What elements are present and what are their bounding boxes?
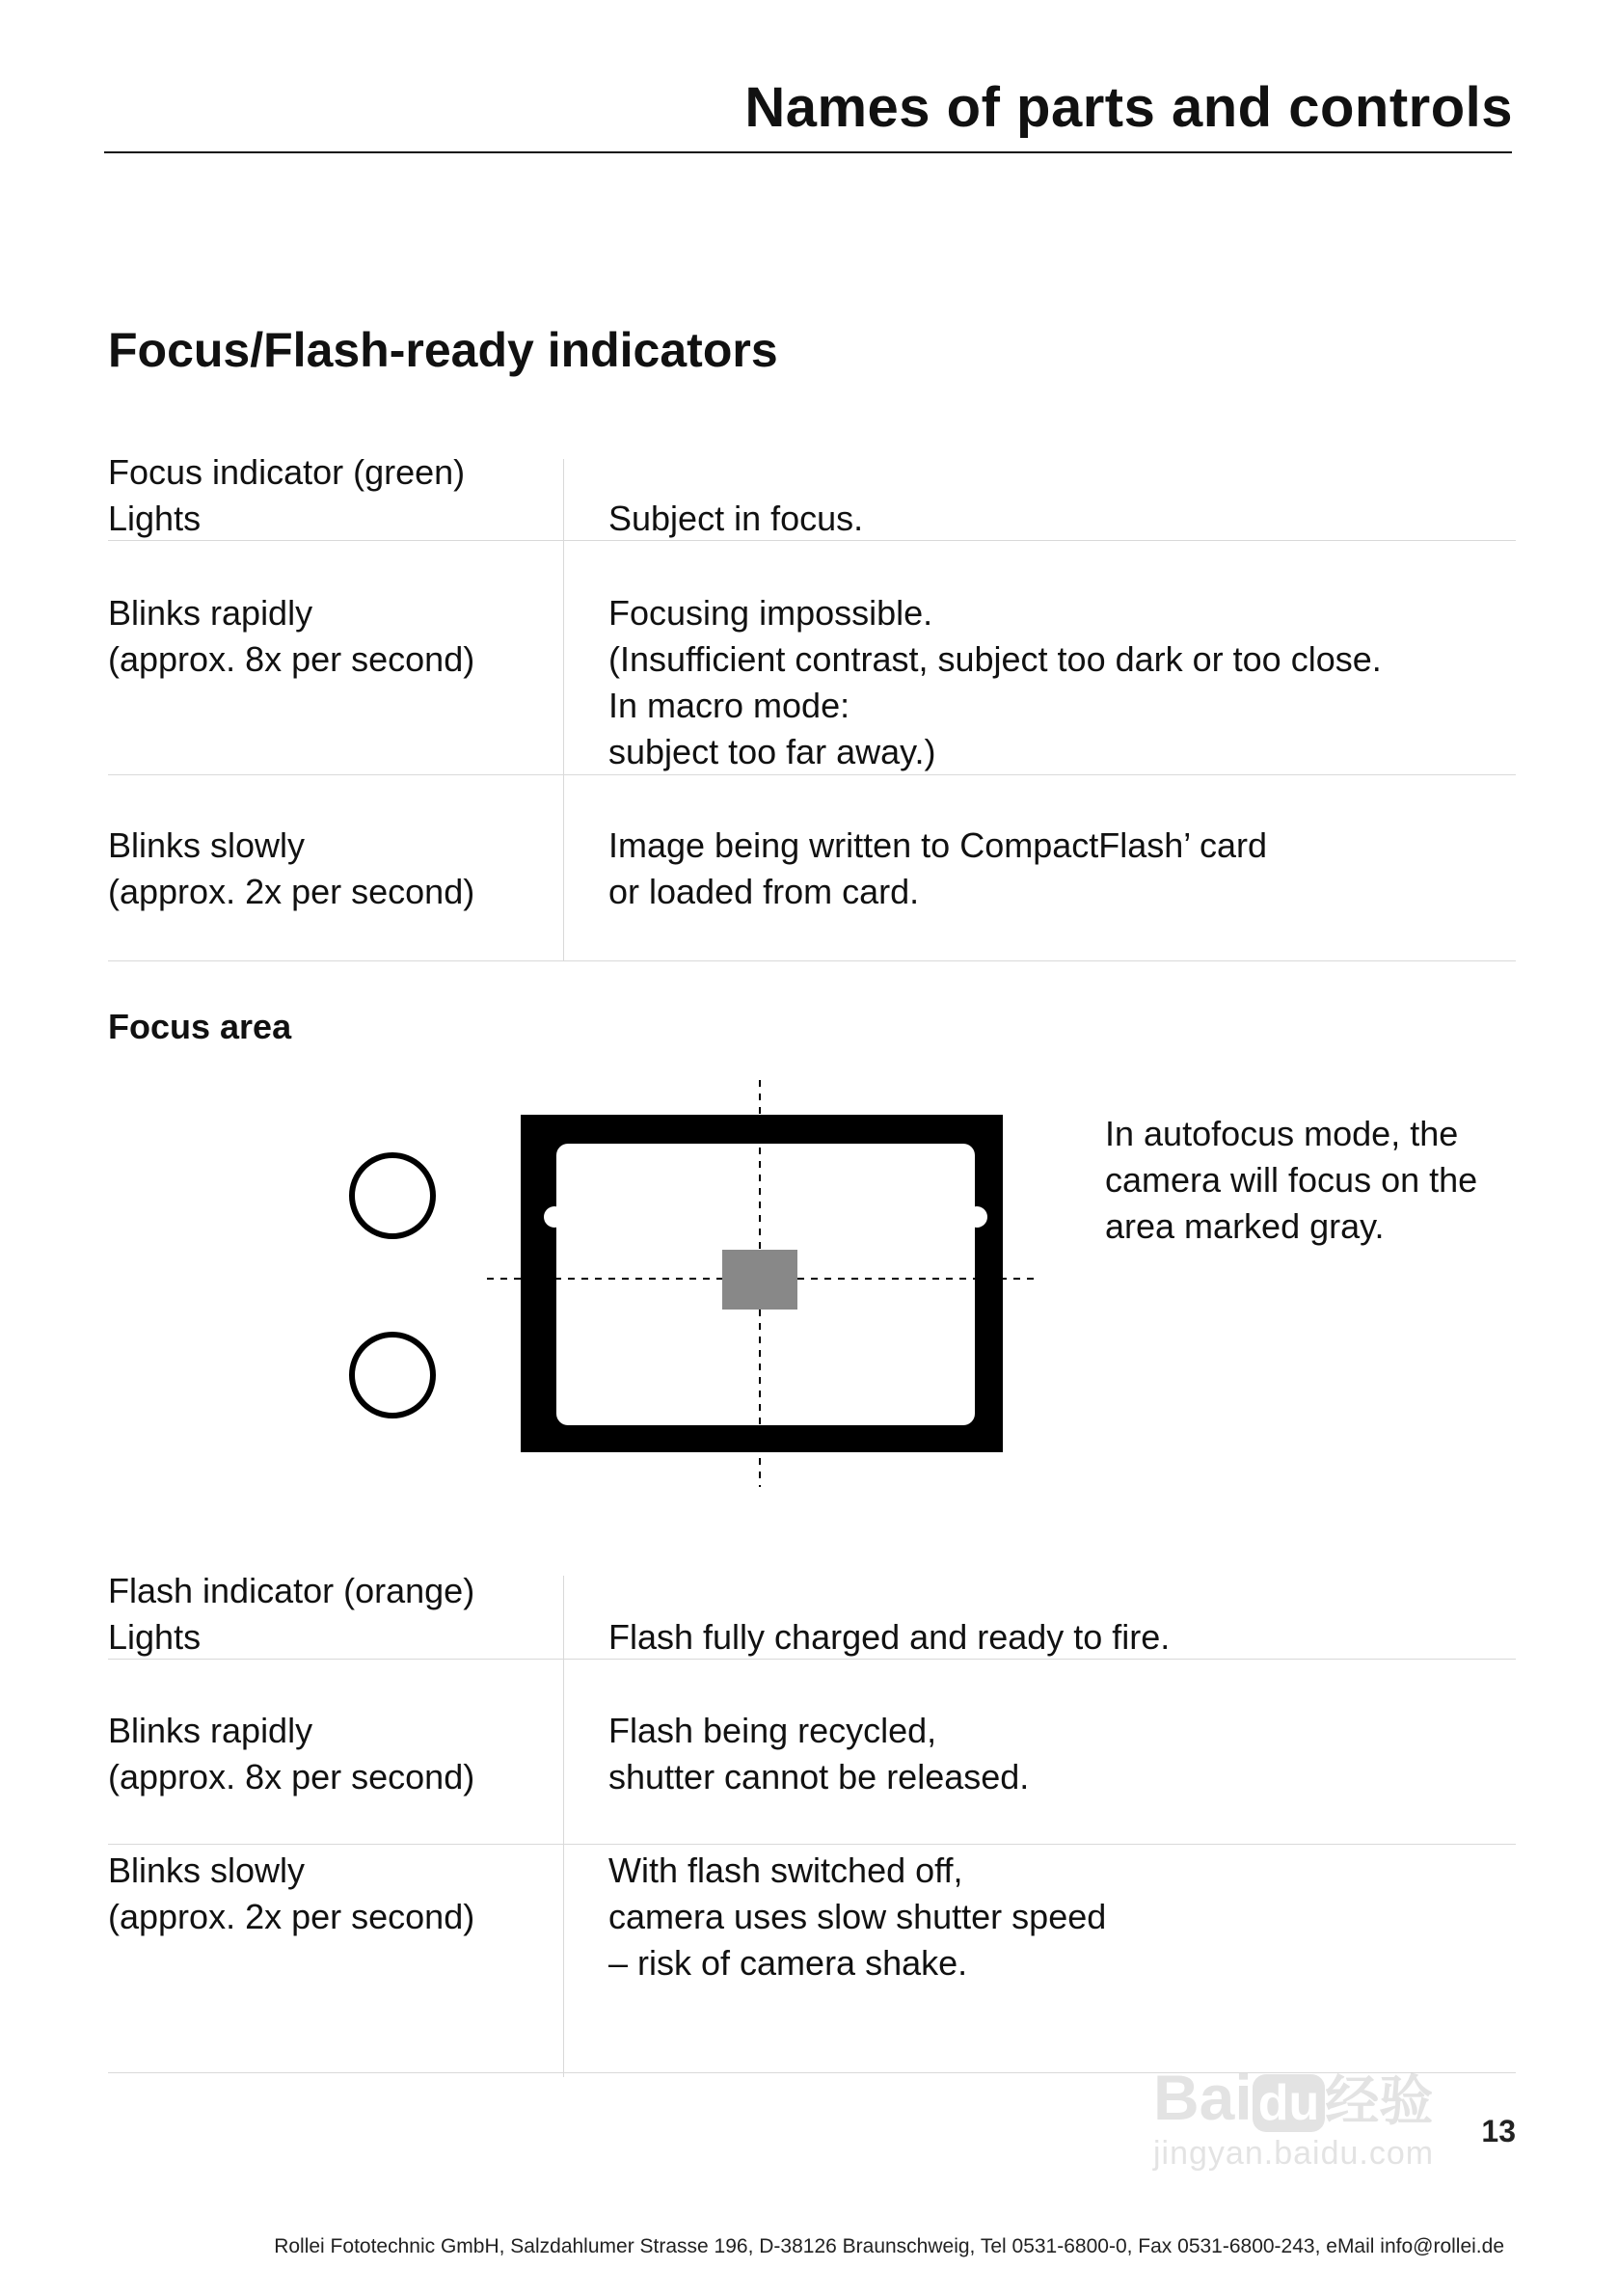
watermark-text: Bai bbox=[1153, 2062, 1253, 2133]
row-divider bbox=[108, 1659, 1516, 1660]
watermark-url: jingyan.baidu.com bbox=[1153, 2135, 1435, 2172]
table-cell-right: shutter cannot be released. bbox=[608, 1757, 1030, 1796]
row-divider bbox=[108, 1844, 1516, 1845]
table-divider bbox=[563, 1576, 564, 2077]
table-cell-right: camera uses slow shutter speed bbox=[608, 1897, 1107, 1936]
focus-indicator-heading: Focus indicator (green) bbox=[108, 452, 466, 492]
table-cell-left: Blinks slowly bbox=[108, 1850, 306, 1890]
page-footer: Rollei Fototechnic GmbH, Salzdahlumer Strasse 196, D-38126 Braunschweig, Tel 0531-6800-0, Fax 0531-6800-243, eMail info@rollei.de bbox=[274, 2235, 1504, 2257]
flash-indicator-heading: Flash indicator (orange) bbox=[108, 1571, 475, 1610]
table-cell-right: Image being written to CompactFlash’ card bbox=[608, 825, 1267, 865]
table-cell-left: Blinks rapidly bbox=[108, 593, 313, 633]
table-cell-left: Blinks slowly bbox=[108, 825, 306, 865]
table-cell-right: or loaded from card. bbox=[608, 872, 920, 911]
table-cell-right: Subject in focus. bbox=[608, 499, 864, 538]
table-cell-left: (approx. 2x per second) bbox=[108, 1897, 475, 1936]
page-header-title: Names of parts and controls bbox=[744, 76, 1513, 139]
table-cell-right: subject too far away.) bbox=[608, 732, 936, 771]
table-cell-left: (approx. 8x per second) bbox=[108, 1757, 475, 1796]
focus-led-icon bbox=[352, 1155, 433, 1236]
table-cell-left: Lights bbox=[108, 499, 202, 538]
focus-area-mark bbox=[722, 1250, 797, 1310]
caption-line: area marked gray. bbox=[1105, 1206, 1385, 1246]
table-cell-right: (Insufficient contrast, subject too dark or too close. bbox=[608, 639, 1382, 679]
table-cell-right: With flash switched off, bbox=[608, 1850, 963, 1890]
table-cell-right: Focusing impossible. bbox=[608, 593, 933, 633]
table-cell-right: Flash fully charged and ready to fire. bbox=[608, 1617, 1171, 1657]
table-cell-right: – risk of camera shake. bbox=[608, 1943, 968, 1983]
table-cell-left: (approx. 2x per second) bbox=[108, 872, 475, 911]
focus-area-diagram bbox=[318, 1070, 1061, 1495]
watermark-cjk: 经验 bbox=[1325, 2070, 1434, 2131]
page-number: 13 bbox=[1481, 2114, 1516, 2148]
caption-line: camera will focus on the bbox=[1105, 1160, 1478, 1200]
focus-area-caption bbox=[1105, 1111, 1477, 1250]
caption-line: In autofocus mode, the bbox=[1105, 1114, 1459, 1153]
paw-icon: du bbox=[1253, 2074, 1326, 2132]
table-cell-right: In macro mode: bbox=[608, 686, 850, 725]
table-cell-left: (approx. 8x per second) bbox=[108, 639, 475, 679]
header-rule bbox=[104, 151, 1512, 153]
row-divider bbox=[108, 540, 1516, 541]
table-cell-right: Flash being recycled, bbox=[608, 1711, 937, 1750]
table-divider bbox=[563, 459, 564, 960]
baidu-watermark bbox=[1153, 2064, 1434, 2173]
table-cell-left: Lights bbox=[108, 1617, 202, 1657]
focus-area-heading: Focus area bbox=[108, 1007, 292, 1046]
section-title: Focus/Flash-ready indicators bbox=[108, 323, 778, 377]
flash-led-icon bbox=[352, 1335, 433, 1416]
table-cell-left: Blinks rapidly bbox=[108, 1711, 313, 1750]
row-divider bbox=[108, 774, 1516, 775]
row-divider bbox=[108, 960, 1516, 961]
